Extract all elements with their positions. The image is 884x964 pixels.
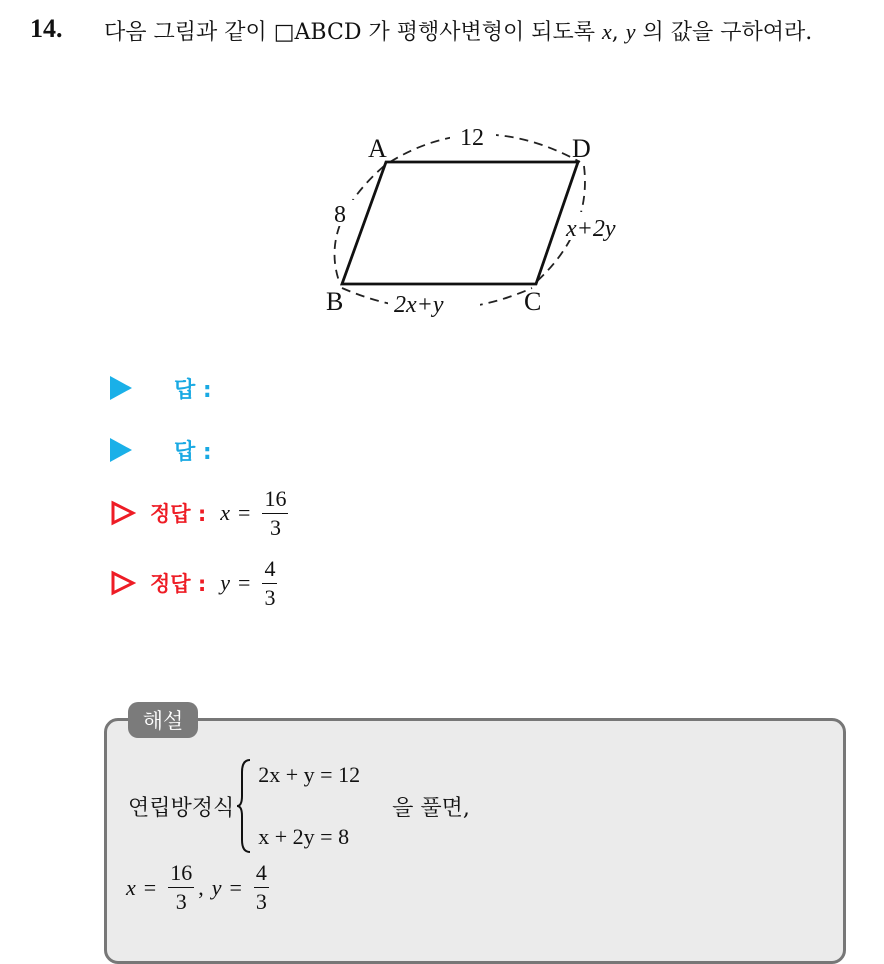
correct-label: 정답 :	[150, 502, 207, 526]
vertex-d: D	[572, 134, 591, 163]
question-text-after: 의 값을 구하여라.	[635, 20, 813, 45]
denominator: 3	[255, 889, 267, 914]
play-triangle-icon	[110, 376, 132, 400]
play-triangle-icon	[110, 438, 132, 462]
answer-blank-2	[110, 430, 212, 470]
y-answer	[220, 555, 281, 610]
side-ad-label: 12	[460, 125, 484, 151]
left-brace	[236, 758, 252, 854]
result-y-var: y	[211, 874, 222, 900]
x-answer	[220, 485, 292, 540]
answer-label: 답 :	[174, 377, 212, 403]
shape-name: ABCD	[294, 20, 362, 45]
fraction	[254, 862, 269, 913]
square-symbol: □	[273, 20, 295, 45]
var-y: y	[625, 19, 636, 44]
var-x: x	[601, 19, 612, 44]
comma: ,	[611, 20, 626, 45]
result-separator: ,	[198, 874, 204, 900]
equation-2: x + 2y = 8	[258, 824, 350, 849]
numerator: 16	[262, 488, 288, 514]
outline-triangle-icon	[110, 500, 136, 526]
vertex-b: B	[326, 287, 344, 316]
side-ab-label: 8	[334, 202, 346, 228]
equation-1: 2x + y = 12	[258, 762, 361, 787]
solution-intro: 연립방정식	[128, 795, 235, 821]
outline-triangle-icon	[110, 570, 136, 596]
denominator: 3	[269, 514, 281, 540]
question-text-before: 다음 그림과 같이	[104, 20, 274, 45]
correct-answer-y	[110, 555, 281, 610]
parallelogram-figure	[300, 112, 660, 332]
numerator: 4	[254, 862, 269, 888]
vertex-c: C	[524, 287, 542, 316]
solution-after: 을 풀면,	[392, 795, 470, 821]
question-number: 14.	[30, 14, 63, 43]
side-dc-label: x+2y	[566, 216, 616, 242]
vertex-a: A	[368, 134, 387, 163]
fraction	[168, 862, 194, 913]
side-bc-label: 2x+y	[394, 292, 444, 318]
correct-label: 정답 :	[150, 572, 207, 596]
question-text	[104, 14, 874, 51]
fraction	[262, 485, 288, 540]
answer-label: 답 :	[174, 439, 212, 465]
equals-sign: =	[143, 874, 157, 900]
numerator: 4	[262, 558, 277, 584]
solution-result-line	[126, 862, 273, 913]
result-x-var: x	[126, 874, 136, 900]
denominator: 3	[264, 584, 276, 610]
equals-sign: =	[238, 500, 251, 525]
equals-sign: =	[229, 874, 242, 900]
answer-blank-1	[110, 368, 212, 408]
y-answer-var: y	[220, 570, 231, 595]
equals-sign: =	[238, 570, 251, 595]
denominator: 3	[175, 889, 187, 914]
solution-system-line	[128, 756, 470, 856]
correct-answer-x	[110, 485, 292, 540]
x-answer-var: x	[220, 500, 231, 525]
fraction	[262, 555, 277, 610]
parallelogram	[342, 162, 578, 284]
numerator: 16	[168, 862, 194, 888]
solution-tag: 해설	[128, 702, 198, 738]
question-text-mid: 가 평행사변형이 되도록	[361, 20, 602, 45]
equation-system	[258, 762, 360, 850]
